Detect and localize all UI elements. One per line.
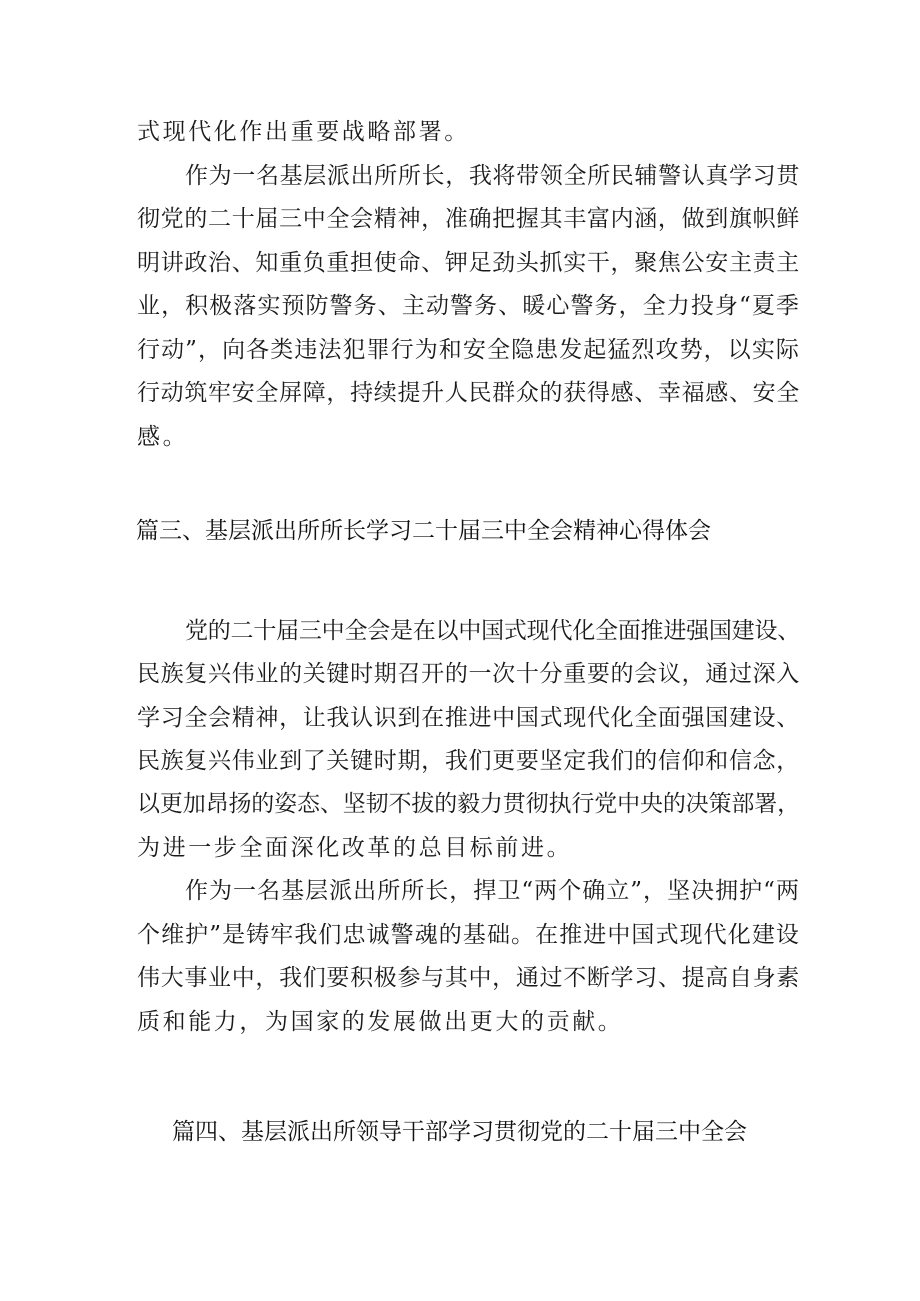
paragraph-line: 质和能力，为国家的发展做出更大的贡献。 — [137, 1009, 624, 1035]
paragraph-line: 民族复兴伟业的关键时期召开的一次十分重要的会议，通过深入 — [137, 661, 800, 687]
paragraph-line: 党的二十届三中全会是在以中国式现代化全面推进强国建设、 — [185, 618, 800, 644]
paragraph-line: 行动”，向各类违法犯罪行为和安全隐患发起猛烈攻势，以实际 — [137, 337, 800, 363]
paragraph-line: 作为一名基层派出所所长，我将带领全所民辅警认真学习贯 — [185, 163, 800, 189]
paragraph-line: 彻党的二十届三中全会精神，准确把握其丰富内涵，做到旗帜鲜 — [137, 206, 800, 232]
paragraph-line: 业，积极落实预防警务、主动警务、暖心警务，全力投身“夏季 — [137, 293, 800, 319]
paragraph-line: 学习全会精神，让我认识到在推进中国式现代化全面强国建设、 — [137, 705, 800, 731]
paragraph-line: 行动筑牢安全屏障，持续提升人民群众的获得感、幸福感、安全 — [137, 380, 800, 406]
paragraph-line: 明讲政治、知重负重担使命、钾足劲头抓实干，聚焦公安主责主 — [137, 250, 800, 276]
paragraph-line: 式现代化作出重要战略部署。 — [137, 119, 470, 145]
section-heading: 篇三、基层派出所所长学习二十届三中全会精神心得体会 — [136, 518, 711, 544]
paragraph-line: 作为一名基层派出所所长，捍卫“两个确立”，坚决拥护“两 — [185, 878, 800, 904]
paragraph-line: 伟大事业中，我们要积极参与其中，通过不断学习、提高自身素 — [137, 965, 800, 991]
paragraph-line: 民族复兴伟业到了关键时期，我们更要坚定我们的信仰和信念， — [137, 748, 800, 774]
paragraph-line: 以更加昂扬的姿态、坚韧不拔的毅力贯彻执行党中央的决策部署， — [137, 791, 800, 817]
paragraph-line: 感。 — [137, 424, 189, 450]
paragraph-line: 为进一步全面深化改革的总目标前进。 — [137, 835, 573, 861]
paragraph-line: 个维护”是铸牢我们忠诚警魂的基础。在推进中国式现代化建设 — [137, 922, 800, 948]
section-heading: 篇四、基层派出所领导干部学习贯彻党的二十届三中全会 — [172, 1119, 747, 1145]
